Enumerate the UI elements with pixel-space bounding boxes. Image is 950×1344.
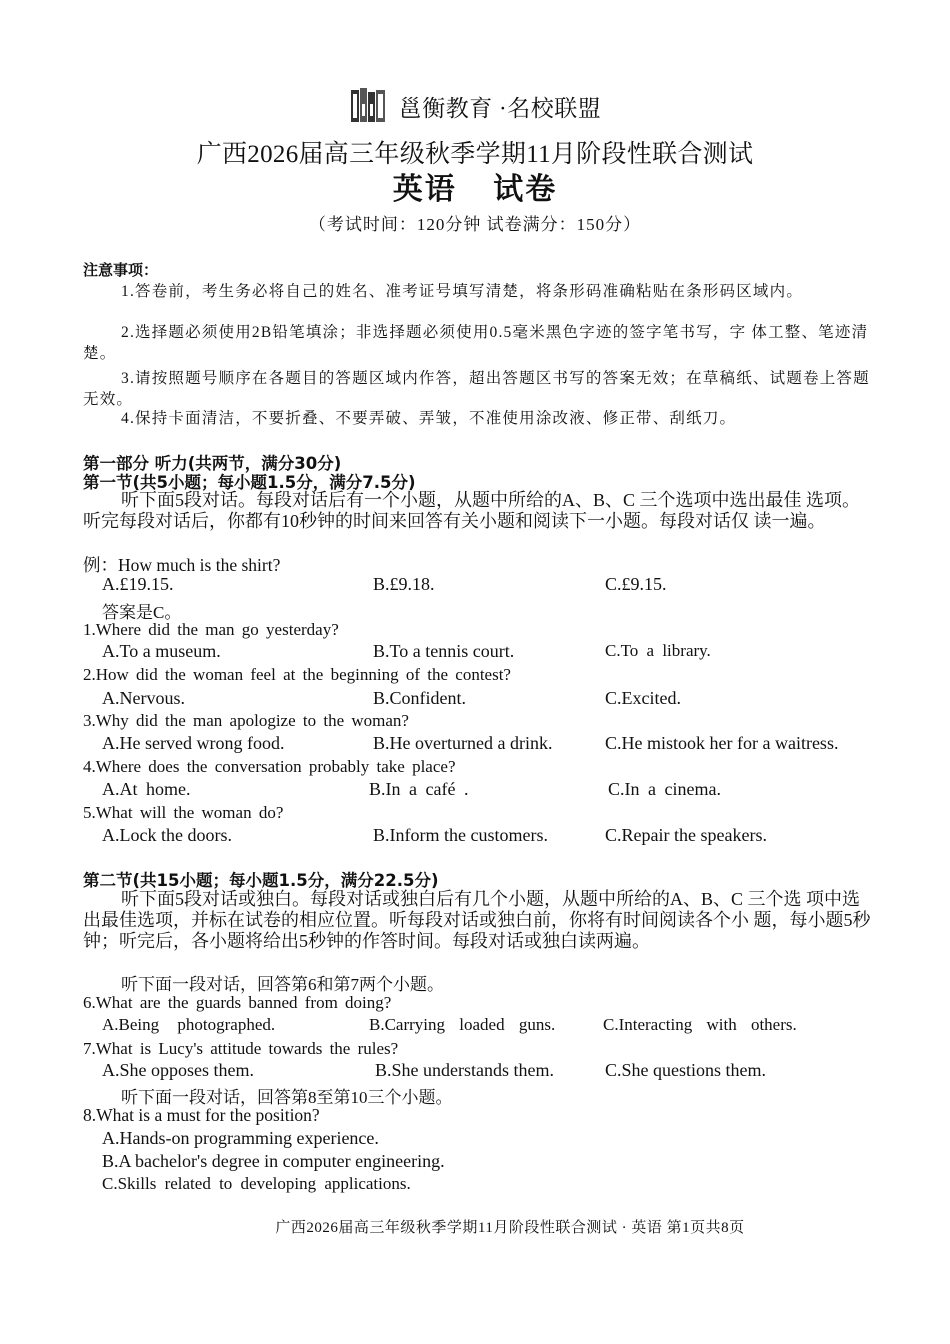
note-item: 2.选择题必须使用2B铅笔填涂；非选择题必须使用0.5毫米黑色字迹的签字笔书写，字 体工整、笔迹清楚。 [83, 324, 869, 362]
section2-instructions: 听下面5段对话或独白。每段对话或独白后有几个小题，从题中所给的A、B、C 三个选 项中选出最佳选项，并标在试卷的相应位置。听每段对话或独白前，你将有时间阅读各个小 题，每小题5秒钟；听完后，各小题将给出5秒钟的作答时间。每段对话或独白读两遍。 [83, 889, 871, 951]
subject-title: 英语 试卷 [392, 172, 558, 207]
exam-meta: （考试时间：120分钟 试卷满分：150分） [308, 215, 642, 234]
q2-option-a: A.Nervous. [102, 688, 185, 708]
notes-heading: 注意事项： [83, 261, 159, 279]
q8-option-b: B.A bachelor's degree in computer engineering. [102, 1151, 445, 1171]
q3-option-c: C.He mistook her for a waitress. [605, 733, 839, 753]
q4-option-b: B.In a café . [369, 779, 469, 799]
example-option-b: B.£9.18. [373, 574, 435, 594]
q8-option-a: A.Hands-on programming experience. [102, 1128, 379, 1148]
note-item: 1.答卷前，考生务必将自己的姓名、准考证号填写清楚，将条形码准确粘贴在条形码区域内。 [121, 283, 804, 300]
q4-option-c: C.In a cinema. [608, 779, 721, 799]
section1-heading: 第一节(共5小题；每小题1.5分，满分7.5分) [83, 473, 416, 492]
group1-instruction: 听下面一段对话，回答第6和第7两个小题。 [121, 975, 444, 994]
note-item: 4.保持卡面清洁，不要折叠、不要弄破、弄皱，不准使用涂改液、修正带、刮纸刀。 [121, 410, 737, 427]
q7-option-a: A.She opposes them. [102, 1060, 254, 1080]
q2-option-c: C.Excited. [605, 688, 681, 708]
question-2: 2.How did the woman feel at the beginning of the contest? [83, 665, 511, 684]
q6-option-b: B.Carrying loaded guns. [369, 1015, 556, 1034]
q7-option-c: C.She questions them. [605, 1060, 766, 1080]
brand-row [0, 86, 950, 126]
question-6: 6.What are the guards banned from doing? [83, 993, 392, 1012]
section2-heading: 第二节(共15小题；每小题1.5分，满分22.5分) [83, 871, 439, 890]
example-option-a: A.£19.15. [102, 574, 174, 594]
q3-option-a: A.He served wrong food. [102, 733, 285, 753]
question-8: 8.What is a must for the position? [83, 1105, 320, 1125]
q5-option-c: C.Repair the speakers. [605, 825, 767, 845]
question-4: 4.Where does the conversation probably take place? [83, 757, 456, 776]
q1-option-b: B.To a tennis court. [373, 641, 515, 661]
q7-option-b: B.She understands them. [375, 1060, 554, 1080]
question-3: 3.Why did the man apologize to the woman? [83, 711, 409, 730]
q8-option-c: C.Skills related to developing applications. [102, 1174, 411, 1193]
q5-option-b: B.Inform the customers. [373, 825, 548, 845]
q1-option-a: A.To a museum. [102, 641, 221, 661]
q5-option-a: A.Lock the doors. [102, 825, 232, 845]
section1-instructions: 听下面5段对话。每段对话后有一个小题，从题中所给的A、B、C 三个选项中选出最佳 选项。听完每段对话后，你都有10秒钟的时间来回答有关小题和阅读下一小题。每段对话仅 读一遍。 [83, 490, 861, 531]
group2-instruction: 听下面一段对话，回答第8至第10三个小题。 [121, 1088, 453, 1107]
q4-option-a: A.At home. [102, 779, 191, 799]
note-item: 3.请按照题号顺序在各题目的答题区域内作答，超出答题区书写的答案无效；在草稿纸、试题卷上答题无效。 [83, 370, 870, 408]
q6-option-a: A.Being photographed. [102, 1015, 276, 1034]
school-logo-icon [349, 86, 389, 126]
q6-option-c: C.Interacting with others. [603, 1015, 797, 1034]
page-footer: 广西2026届高三年级秋季学期11月阶段性联合测试 · 英语 第1页共8页 [275, 1220, 745, 1236]
question-1: 1.Where did the man go yesterday? [83, 620, 339, 639]
part1-heading: 第一部分 听力(共两节，满分30分) [83, 454, 342, 473]
question-5: 5.What will the woman do? [83, 803, 284, 822]
example-option-c: C.£9.15. [605, 574, 667, 594]
question-7: 7.What is Lucy's attitude towards the rules? [83, 1039, 399, 1058]
brand-name: 邕衡教育 ·名校联盟 [398, 95, 602, 121]
example-answer: 答案是C。 [102, 603, 182, 622]
example-question: 例：How much is the shirt? [83, 555, 281, 575]
q2-option-b: B.Confident. [373, 688, 466, 708]
q1-option-c: C.To a library. [605, 641, 711, 660]
q3-option-b: B.He overturned a drink. [373, 733, 553, 753]
exam-title: 广西2026届高三年级秋季学期11月阶段性联合测试 [196, 141, 754, 168]
